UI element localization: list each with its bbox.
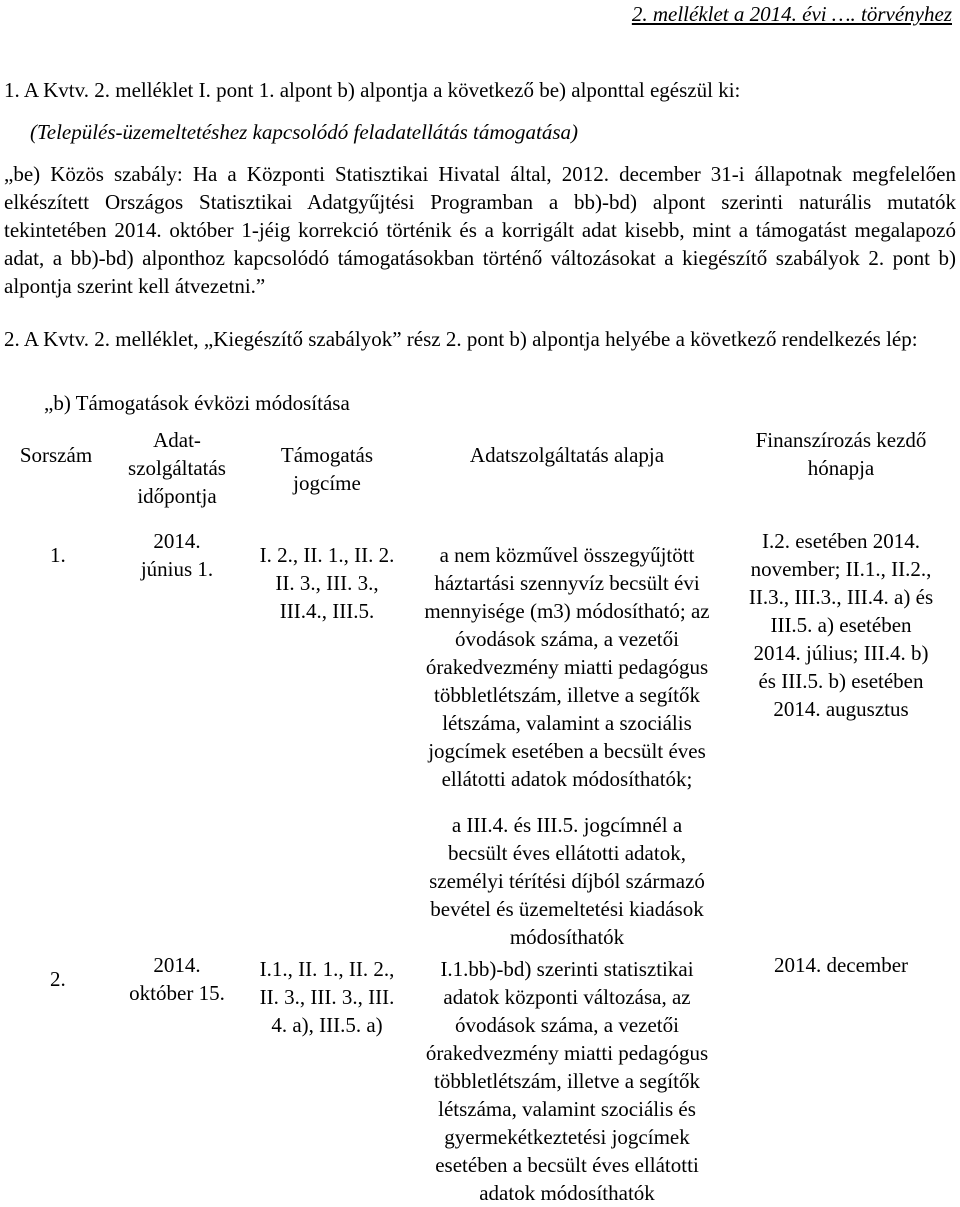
- document-header: 2. melléklet a 2014. évi …. törvényhez: [631, 2, 952, 26]
- header-sorszam: Sorszám: [19, 443, 93, 467]
- row2-idopont: 2014. október 15.: [129, 953, 225, 1005]
- row1-kezdo: I.2. esetében 2014. november; II.1., II.2., II.3., III.3., III.4. a) és III.5. a) esetében 2014. július; III.4. b) és III.5. b) esetében 2014. augusztus: [748, 529, 934, 721]
- row1-jogcim: I. 2., II. 1., II. 2. II. 3., III. 3., III.4., III.5.: [259, 543, 395, 623]
- row2-sorszam: 2.: [50, 967, 66, 991]
- row2-kezdo: 2014. december: [773, 953, 909, 977]
- section2-intro: 2. A Kvtv. 2. melléklet, „Kiegészítő szabályok” rész 2. pont b) alpontja helyébe a következő rendelkezés lép:: [4, 327, 918, 351]
- table-row: [0, 951, 960, 1207]
- header-jogcim: Támogatás jogcíme: [280, 443, 374, 495]
- row1-alapja-part1: a nem közművel összegyűjtött háztartási szennyvíz becsült évi mennyisége (m3) módosítható; az óvodások száma, a vezetői órakedvezmény miatti pedagógus többletlétszám, illetve a segítők létszáma, valamint a szociális jogcímek esetében a becsült éves ellátotti adatok módosíthatók;: [424, 543, 710, 791]
- support-table: [0, 426, 960, 1207]
- row2-jogcim: I.1., II. 1., II. 2., II. 3., III. 3., III. 4. a), III.5. a): [259, 957, 395, 1037]
- header-idopont: Adat-szolgáltatás időpontja: [128, 428, 226, 508]
- table-header-row: [0, 426, 960, 527]
- row1-alapja: [412, 527, 722, 951]
- section2-subtitle: „b) Támogatások évközi módosítása: [44, 391, 350, 415]
- table-row: [0, 527, 960, 951]
- header-kezdo: Finanszírozás kezdő hónapja: [755, 428, 927, 480]
- section1-intro: 1. A Kvtv. 2. melléklet I. pont 1. alpont b) alpontja a következő be) alponttal egészül ki:: [4, 78, 741, 102]
- row1-sorszam: 1.: [50, 543, 66, 567]
- row1-idopont: 2014. június 1.: [140, 529, 214, 581]
- section1-note: (Település-üzemeltetéshez kapcsolódó feladatellátás támogatása): [30, 120, 579, 144]
- row2-alapja: I.1.bb)-bd) szerinti statisztikai adatok központi változása, az óvodások száma, a vezetői órakedvezmény miatti pedagógus többletlétszám, illetve a segítők létszáma, valamint szociális és gyermekétkeztetési jogcímek esetében a becsült éves ellátotti adatok módosíthatók: [425, 957, 709, 1205]
- section1-body: „be) Közös szabály: Ha a Központi Statisztikai Hivatal által, 2012. december 31-i állapotnak megfelelően elkészített Országos Statisztikai Adatgyűjtési Programban a bb)-bd) alpont szerinti naturális mutatók tekintetében 2014. október 1-jéig korrekció történik és a korrigált adat kisebb, mint a támogatást megalapozó adat, a bb)-bd) alponthoz kapcsolódó támogatásokban történő változásokat a kiegészítő szabályok 2. pont b) alpontja szerint kell átvezetni.”: [4, 162, 956, 298]
- header-alapja: Adatszolgáltatás alapja: [469, 443, 665, 467]
- row1-alapja-part2: a III.4. és III.5. jogcímnél a becsült éves ellátotti adatok, személyi térítési díjból származó bevétel és üzemeltetési kiadások módosíthatók: [429, 813, 705, 949]
